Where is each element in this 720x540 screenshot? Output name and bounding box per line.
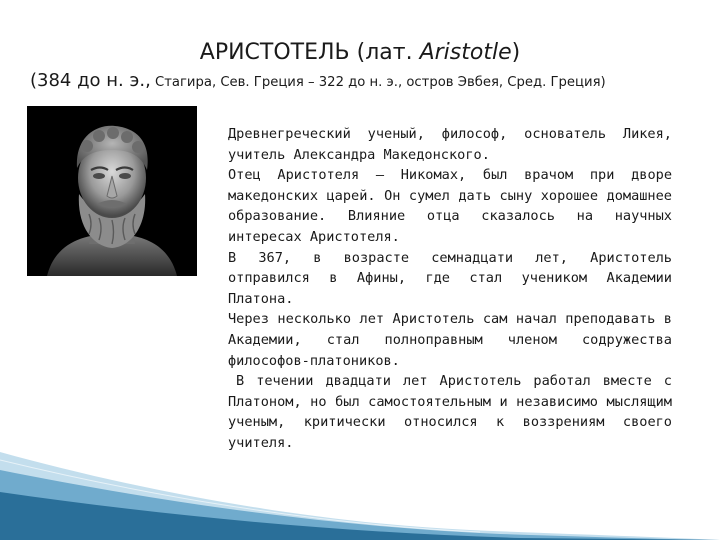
bio-paragraph-5: В течении двадцати лет Аристотель работал вместе с Платоном, но был самостоятельным и независимо мыслящим ученым, критически относился к воззрениям своего учителя. bbox=[228, 373, 672, 451]
bio-paragraph-4: Через несколько лет Аристотель сам начал преподавать в Академии, стал полноправным членом содружества философов-платоников. bbox=[228, 311, 672, 369]
subtitle-places: Стагира, Сев. Греция – 322 до н. э., остров Эвбея, Сред. Греция) bbox=[150, 75, 606, 90]
bio-paragraph-2: Отец Аристотеля – Никомах, был врачом при дворе македонских царей. Он сумел дать сыну хорошее домашнее образование. Влияние отца сказалось на научных интересах Аристотеля. bbox=[228, 167, 672, 245]
bio-paragraph-1: Древнегреческий ученый, философ, основатель Ликея, учитель Александра Македонского. bbox=[228, 126, 672, 163]
bio-paragraph-3: В 367, в возрасте семнадцати лет, Аристотель отправился в Афины, где стал учеником Академии Платона. bbox=[228, 249, 672, 307]
title-name: АРИСТОТЕЛЬ (лат. bbox=[199, 40, 413, 65]
title-latin-name: Aristotle bbox=[419, 40, 512, 65]
biography-text bbox=[228, 124, 672, 454]
slide-subtitle bbox=[30, 68, 700, 96]
title-close-paren: ) bbox=[511, 40, 521, 65]
subtitle-years: (384 до н. э., bbox=[30, 70, 151, 91]
slide-title bbox=[0, 40, 720, 66]
aristotle-portrait bbox=[27, 106, 197, 276]
aristotle-bust-image bbox=[27, 106, 197, 276]
